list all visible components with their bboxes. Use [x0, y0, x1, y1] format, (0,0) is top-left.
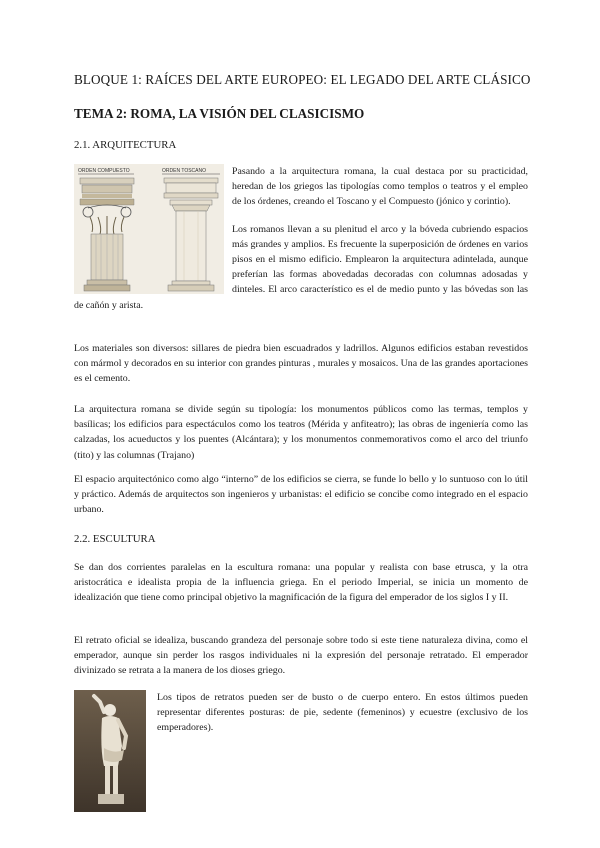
section-heading-arquitectura: 2.1. ARQUITECTURA: [74, 139, 177, 151]
bloque-title: BLOQUE 1: RAÍCES DEL ARTE EUROPEO: EL LEGADO DEL ARTE CLÁSICO: [74, 72, 531, 87]
tema-title: TEMA 2: ROMA, LA VISIÓN DEL CLASICISMO: [74, 106, 365, 121]
roman-orders-illustration: [74, 164, 224, 294]
arquitectura-paragraph-5: El espacio arquitectónico como algo “interno” de los edificios se cierra, se funde lo bello y lo suntuoso con lo útil y práctico. Además de arquitectos son ingenieros y urbanistas: el edificio se concibe como integrado en el espacio urbano.: [74, 474, 528, 516]
escultura-paragraph-2: El retrato oficial se idealiza, buscando grandeza del personaje sobre todo si este tiene naturaleza divina, como el emperador, aunque sin perder los rasgos individuales ni la expresión del personaje retratado. El emperador divinizado se retrata a la manera de los dioses griego.: [74, 635, 528, 677]
arquitectura-paragraph-1: Pasando a la arquitectura romana, la cual destaca por su practicidad, heredan de los griegos las tipologías como templos o teatros y el empleo de los órdenes, creando el Toscano y el Compuesto (jónico y corintio).: [232, 166, 528, 208]
arquitectura-paragraph-2: Los romanos llevan a su plenitud el arco y la bóveda cubriendo espacios más grandes y amplios. Es frecuente la superposición de órdenes en varios pisos en el mismo edificio. Emplearon la arquitectura adintelada, aunque preferían las formas abovedadas decoradas con columnas adosadas y dinteles. El arco característico es el de medio punto y las bóvedas son las de cañón y arista.: [74, 223, 528, 311]
escultura-paragraph-3: Los tipos de retratos pueden ser de busto o de cuerpo entero. En estos últimos pueden representar diferentes posturas: de pie, sedente (femeninos) y ecuestre (exclusivo de los emperadores).: [157, 692, 528, 734]
arquitectura-paragraph-4: La arquitectura romana se divide según su tipología: los monumentos públicos como las termas, templos y basílicas; los edificios para espectáculos como los teatros (Mérida y anfiteatro); las obras de ingeniería como las calzadas, los acueductos y los puentes (Alcántara); y los monumentos conmemorativos como el arco del triunfo (tito) y las columnas (Trajano): [74, 404, 528, 461]
section-heading-escultura: 2.2. ESCULTURA: [74, 533, 156, 545]
escultura-paragraph-1: Se dan dos corrientes paralelas en la escultura romana: una popular y realista con base etrusca, y la otra aristocrática e idealista propia de la influencia griega. En el periodo Imperial, se inicia un momento de idealización que tiene como principal objetivo la magnificación de la figura del emperador de los siglos I y II.: [74, 562, 528, 604]
arquitectura-intro-block: [74, 164, 528, 325]
figure-label-toscano: ORDEN TOSCANO: [162, 168, 206, 174]
arquitectura-paragraph-3: Los materiales son diversos: sillares de piedra bien escuadrados y ladrillos. Algunos edificios estaban revestidos con mármol y decorados en su interior con grandes pinturas , murales y mosaicos. Una de las grandes aportaciones es el cemento.: [74, 343, 528, 385]
augustus-statue-image: [74, 690, 146, 812]
figure-label-compuesto: ORDEN COMPUESTO: [78, 168, 130, 174]
